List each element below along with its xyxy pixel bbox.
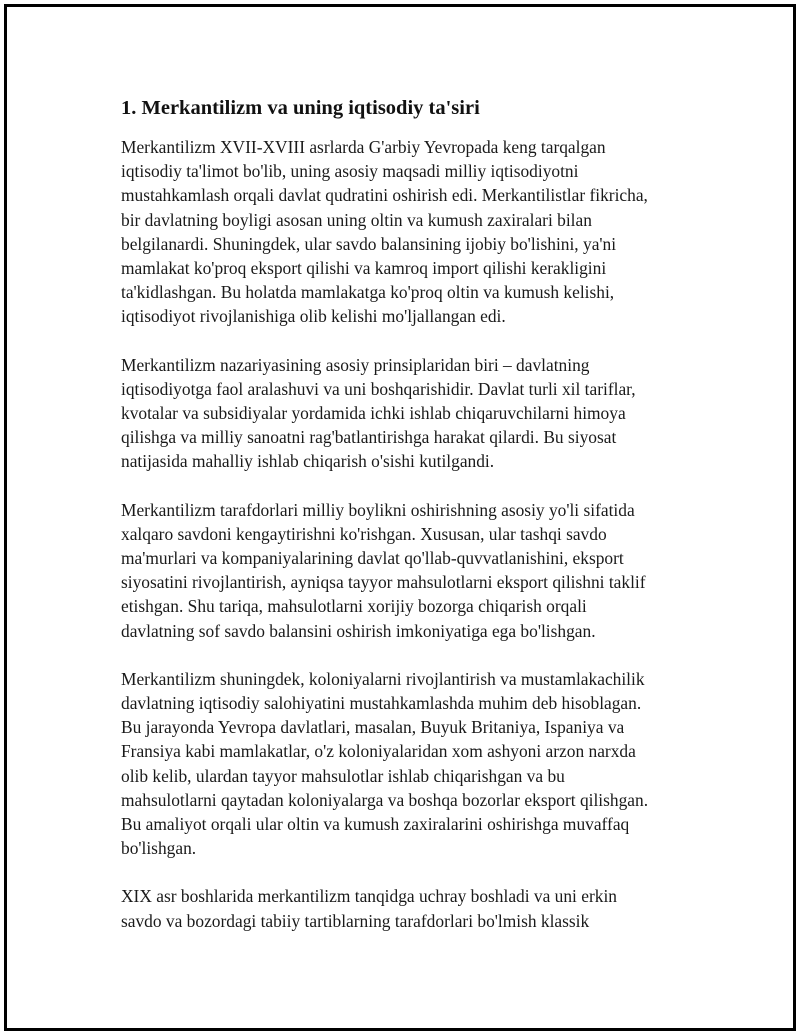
text-line: iqtisodiyot rivojlanishiga olib kelishi mo'ljallangan edi. <box>121 306 506 327</box>
text-line: bo'lishgan. <box>121 838 197 859</box>
document-content <box>121 95 701 957</box>
text-line: savdo va bozordagi tabiiy tartiblarning tarafdorlari bo'lmish klassik <box>121 910 590 931</box>
text-line: davlatning sof savdo balansini oshirish imkoniyatiga ega bo'lishgan. <box>121 620 596 641</box>
text-line: iqtisodiy ta'limot bo'lib, uning asosiy maqsadi milliy iqtisodiyotni <box>121 161 579 182</box>
text-line: ma'murlari va kompaniyalarining davlat qo'llab-quvvatlanishini, eksport <box>121 548 624 569</box>
page-frame <box>4 4 796 1031</box>
text-line: xalqaro savdoni kengaytirishni ko'rishgan. Xususan, ular tashqi savdo <box>121 523 607 544</box>
text-line: olib kelib, ulardan tayyor mahsulotlar ishlab chiqarishgan va bu <box>121 765 565 786</box>
text-line: Merkantilizm shuningdek, koloniyalarni rivojlantirish va mustamlakachilik <box>121 668 645 689</box>
text-line: mamlakat ko'proq eksport qilishi va kamroq import qilishi kerakligini <box>121 258 607 279</box>
text-line: Bu amaliyot orqali ular oltin va kumush zaxiralarini oshirishga muvaffaq <box>121 814 630 835</box>
text-line: XIX asr boshlarida merkantilizm tanqidga uchray boshladi va uni erkin <box>121 886 617 907</box>
text-line: Bu jarayonda Yevropa davlatlari, masalan, Buyuk Britaniya, Ispaniya va <box>121 717 625 738</box>
text-line: belgilanardi. Shuningdek, ular savdo balansining ijobiy bo'lishini, ya'ni <box>121 233 617 254</box>
text-line: iqtisodiyotga faol aralashuvi va uni boshqarishidir. Davlat turli xil tariflar, <box>121 378 636 399</box>
text-line: Merkantilizm tarafdorlari milliy boylikni oshirishning asosiy yo'li sifatida <box>121 499 635 520</box>
text-line: qilishga va milliy sanoatni rag'batlantirishga harakat qilardi. Bu siyosat <box>121 427 617 448</box>
text-line: ta'kidlashgan. Bu holatda mamlakatga ko'proq oltin va kumush kelishi, <box>121 282 615 303</box>
paragraph-2 <box>121 353 701 474</box>
text-line: Merkantilizm XVII-XVIII asrlarda G'arbiy Yevropada keng tarqalgan <box>121 137 606 157</box>
text-line: bir davlatning boyligi asosan uning oltin va kumush zaxiralari bilan <box>121 209 592 230</box>
text-line: davlatning iqtisodiy salohiyatini mustahkamlashda muhim deb hisoblagan. <box>121 693 642 714</box>
section-heading: 1. Merkantilizm va uning iqtisodiy ta'siri <box>121 97 480 119</box>
paragraph-3 <box>121 498 701 643</box>
text-line: siyosatini rivojlantirish, ayniqsa tayyor mahsulotlarni eksport qilishni taklif <box>121 572 646 593</box>
text-line: etishgan. Shu tariqa, mahsulotlarni xorijiy bozorga chiqarish orqali <box>121 596 587 617</box>
paragraph-4 <box>121 667 701 861</box>
text-line: mustahkamlash orqali davlat qudratini oshirish edi. Merkantilistlar fikricha, <box>121 185 648 206</box>
paragraph-5 <box>121 884 701 932</box>
text-line: Fransiya kabi mamlakatlar, o'z koloniyalaridan xom ashyoni arzon narxda <box>121 741 636 762</box>
text-line: Merkantilizm nazariyasining asosiy prinsiplaridan biri – davlatning <box>121 354 590 375</box>
text-line: kvotalar va subsidiyalar yordamida ichki ishlab chiqaruvchilarni himoya <box>121 403 626 424</box>
paragraph-1 <box>121 135 701 329</box>
text-line: mahsulotlarni qaytadan koloniyalarga va boshqa bozorlar eksport qilishgan. <box>121 789 649 810</box>
text-line: natijasida mahalliy ishlab chiqarish o'sishi kutilgandi. <box>121 451 495 472</box>
